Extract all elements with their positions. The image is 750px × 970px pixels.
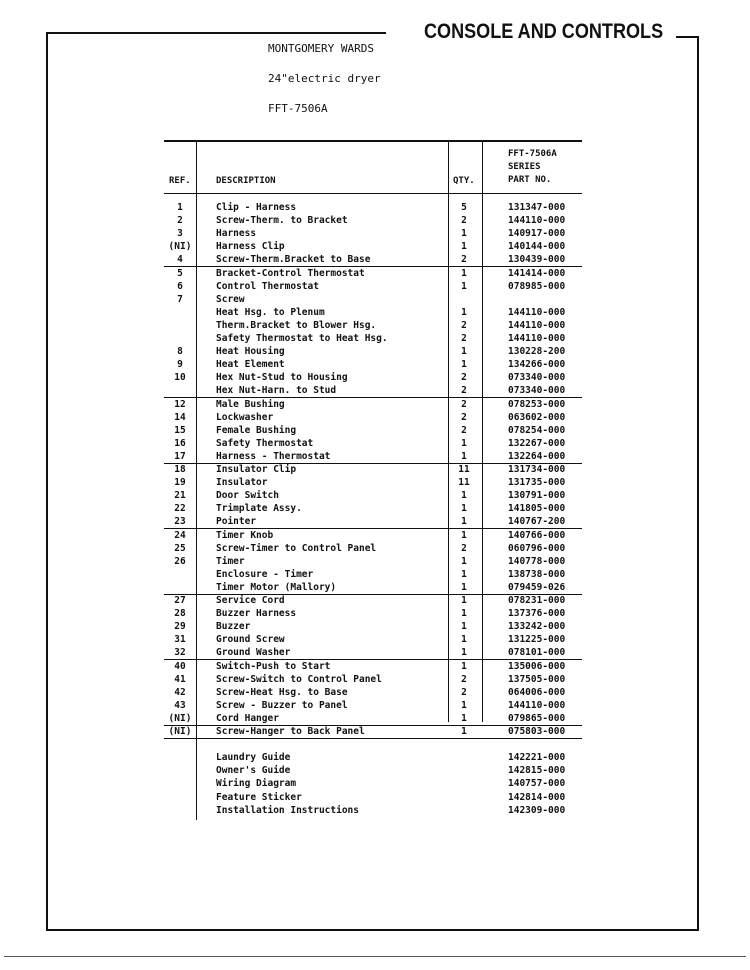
ref-column-header: REF. — [169, 176, 191, 186]
description-cell: Switch-Push to Start — [216, 660, 331, 672]
description-cell: Harness Clip — [216, 241, 285, 253]
table-row — [164, 463, 582, 476]
part-number-cell: 142814-000 — [508, 791, 566, 803]
ref-cell: 27 — [174, 595, 186, 606]
description-cell: Cord Hanger — [216, 712, 279, 724]
table-row — [164, 489, 582, 502]
part-number-cell: 133242-000 — [508, 621, 566, 633]
table-row — [164, 594, 582, 607]
ref-cell: 9 — [177, 359, 183, 371]
part-number-cell: 064006-000 — [508, 686, 566, 698]
table-row — [164, 345, 582, 358]
page-bottom-rule — [4, 956, 746, 957]
table-row — [164, 437, 582, 450]
description-cell: Safety Thermostat — [216, 437, 314, 449]
part-number-cell: 140757-000 — [508, 778, 566, 790]
part-number-cell: 073340-000 — [508, 385, 566, 397]
part-number-cell: 130791-000 — [508, 490, 566, 502]
part-number-cell: 142221-000 — [508, 752, 566, 764]
table-row — [164, 450, 582, 464]
part-number-cell: 144110-000 — [508, 333, 566, 344]
table-row — [164, 673, 582, 686]
ref-cell: 43 — [174, 699, 186, 711]
part-number-cell: 144110-000 — [508, 306, 566, 318]
qty-cell: 2 — [461, 686, 467, 698]
description-cell: Screw — [216, 293, 245, 305]
model-number: FFT-7506A — [268, 102, 328, 115]
description-cell: Screw-Hanger to Back Panel — [216, 726, 365, 737]
qty-cell: 2 — [461, 398, 467, 410]
part-number-cell: 073340-000 — [508, 372, 566, 384]
description-cell: Laundry Guide — [216, 752, 291, 764]
table-row — [164, 384, 582, 398]
description-cell: Wiring Diagram — [216, 778, 297, 790]
qty-cell: 1 — [461, 647, 467, 659]
qty-cell: 1 — [461, 346, 467, 358]
part-number-cell: 144110-000 — [508, 215, 566, 227]
table-row — [164, 280, 582, 293]
ref-cell: 40 — [174, 660, 186, 672]
ref-cell: 21 — [174, 490, 186, 502]
qty-cell: 2 — [461, 254, 467, 266]
part-number-cell: 078101-000 — [508, 647, 566, 659]
ref-cell: 12 — [174, 398, 186, 410]
table-row — [164, 777, 582, 790]
description-cell: Screw-Heat Hsg. to Base — [216, 686, 348, 698]
table-row — [164, 751, 582, 764]
table-row — [164, 358, 582, 371]
table-row — [164, 791, 582, 804]
table-row — [164, 267, 582, 280]
description-cell: Owner's Guide — [216, 765, 291, 777]
qty-cell: 1 — [461, 437, 467, 449]
qty-cell: 2 — [461, 215, 467, 227]
qty-cell: 11 — [458, 464, 470, 475]
ref-cell: (NI) — [168, 726, 192, 737]
part-number-cell: 138738-000 — [508, 568, 566, 580]
description-cell: Feature Sticker — [216, 791, 302, 803]
table-row — [164, 502, 582, 515]
table-row — [164, 725, 582, 739]
table-row — [164, 476, 582, 489]
description-cell: Harness — [216, 228, 257, 240]
part-number-cell: 140778-000 — [508, 555, 566, 567]
ref-cell: 4 — [177, 254, 183, 266]
table-row — [164, 607, 582, 620]
qty-cell: 1 — [461, 241, 467, 253]
qty-cell: 1 — [461, 450, 467, 462]
table-row — [164, 620, 582, 633]
qty-cell: 1 — [461, 503, 467, 515]
table-row — [164, 529, 582, 542]
qty-cell: 1 — [461, 608, 467, 620]
ref-cell: 18 — [174, 464, 186, 475]
ref-cell: 1 — [177, 202, 183, 213]
qty-cell: 11 — [458, 477, 470, 489]
part-number-cell: 141414-000 — [508, 267, 566, 279]
description-cell: Ground Screw — [216, 634, 285, 646]
frame-top-border — [46, 32, 386, 34]
qty-cell: 1 — [461, 712, 467, 724]
table-row — [164, 227, 582, 240]
description-cell: Enclosure - Timer — [216, 568, 314, 580]
description-cell: Ground Washer — [216, 647, 291, 659]
table-row — [164, 804, 582, 817]
description-cell: Therm.Bracket to Blower Hsg. — [216, 319, 377, 331]
part-number-cell: 140917-000 — [508, 228, 566, 240]
ref-cell: (NI) — [168, 241, 192, 253]
qty-cell: 1 — [461, 621, 467, 633]
table-row — [164, 214, 582, 227]
qty-cell: 1 — [461, 595, 467, 606]
part-number-cell: 075803-000 — [508, 726, 566, 737]
parts-table — [164, 140, 582, 820]
description-cell: Bracket-Control Thermostat — [216, 267, 365, 279]
part-column-header — [508, 148, 557, 187]
ref-cell: 28 — [174, 608, 186, 620]
table-row — [164, 240, 582, 253]
description-cell: Timer Motor (Mallory) — [216, 581, 337, 593]
part-number-cell: 137505-000 — [508, 673, 566, 685]
frame-bottom-border — [46, 929, 699, 931]
qty-column-header: QTY. — [453, 176, 475, 186]
ref-cell: 3 — [177, 228, 183, 240]
description-cell: Hex Nut-Stud to Housing — [216, 372, 348, 384]
qty-cell: 1 — [461, 568, 467, 580]
part-number-cell: 134266-000 — [508, 359, 566, 371]
part-number-cell: 078231-000 — [508, 595, 566, 606]
part-number-cell: 140767-200 — [508, 516, 566, 528]
qty-cell: 2 — [461, 372, 467, 384]
ref-cell: 8 — [177, 346, 183, 358]
part-header-line: SERIES — [508, 162, 541, 172]
part-header-line: PART NO. — [508, 175, 552, 185]
description-cell: Safety Thermostat to Heat Hsg. — [216, 333, 388, 344]
table-row — [164, 699, 582, 712]
description-cell: Trimplate Assy. — [216, 503, 302, 515]
description-cell: Screw - Buzzer to Panel — [216, 699, 348, 711]
ref-cell: 22 — [174, 503, 186, 515]
part-number-cell: 131225-000 — [508, 634, 566, 646]
ref-cell: 14 — [174, 411, 186, 423]
description-cell: Pointer — [216, 516, 257, 528]
part-number-cell: 131347-000 — [508, 202, 566, 213]
description-cell: Timer — [216, 555, 245, 567]
part-number-cell: 140766-000 — [508, 529, 566, 541]
table-row — [164, 646, 582, 660]
qty-cell: 1 — [461, 581, 467, 593]
part-number-cell: 142309-000 — [508, 804, 566, 816]
qty-cell: 1 — [461, 228, 467, 240]
ref-cell: 2 — [177, 215, 183, 227]
part-number-cell: 137376-000 — [508, 608, 566, 620]
description-cell: Screw-Therm.Bracket to Base — [216, 254, 371, 266]
description-cell: Buzzer Harness — [216, 608, 297, 620]
frame-top-border-right — [676, 36, 698, 38]
table-row — [164, 398, 582, 411]
part-header-line: FFT-7506A — [508, 149, 557, 159]
ref-cell: 29 — [174, 621, 186, 633]
table-row — [164, 515, 582, 529]
part-number-cell: 079459-026 — [508, 581, 566, 593]
part-number-cell: 132264-000 — [508, 450, 566, 462]
part-number-cell: 131734-000 — [508, 464, 566, 475]
description-cell: Harness - Thermostat — [216, 450, 331, 462]
ref-cell: 42 — [174, 686, 186, 698]
ref-cell: 26 — [174, 555, 186, 567]
table-row — [164, 371, 582, 384]
qty-cell: 5 — [461, 202, 467, 213]
description-cell: Hex Nut-Harn. to Stud — [216, 385, 337, 397]
table-row — [164, 738, 582, 751]
ref-cell: 5 — [177, 267, 183, 279]
qty-cell: 1 — [461, 490, 467, 502]
part-number-cell: 132267-000 — [508, 437, 566, 449]
ref-cell: 32 — [174, 647, 186, 659]
ref-cell: 31 — [174, 634, 186, 646]
description-cell: Heat Hsg. to Plenum — [216, 306, 325, 318]
qty-cell: 2 — [461, 542, 467, 554]
qty-cell: 1 — [461, 699, 467, 711]
part-number-cell: 131735-000 — [508, 477, 566, 489]
part-number-cell: 130439-000 — [508, 254, 566, 266]
part-number-cell: 078985-000 — [508, 280, 566, 292]
table-row — [164, 764, 582, 777]
table-header-rule — [164, 193, 582, 194]
qty-cell: 1 — [461, 529, 467, 541]
qty-cell: 1 — [461, 660, 467, 672]
qty-cell: 1 — [461, 726, 467, 737]
table-row — [164, 542, 582, 555]
description-cell: Insulator — [216, 477, 268, 489]
table-row — [164, 555, 582, 568]
part-number-cell: 060796-000 — [508, 542, 566, 554]
table-row — [164, 319, 582, 332]
ref-cell: 16 — [174, 437, 186, 449]
part-number-cell: 141805-000 — [508, 503, 566, 515]
description-cell: Screw-Timer to Control Panel — [216, 542, 377, 554]
part-number-cell: 078253-000 — [508, 398, 566, 410]
ref-cell: 19 — [174, 477, 186, 489]
qty-cell: 1 — [461, 359, 467, 371]
table-row — [164, 633, 582, 646]
description-cell: Insulator Clip — [216, 464, 297, 475]
part-number-cell: 144110-000 — [508, 699, 566, 711]
table-row — [164, 686, 582, 699]
qty-cell: 2 — [461, 673, 467, 685]
description-cell: Heat Element — [216, 359, 285, 371]
ref-cell: 15 — [174, 424, 186, 436]
qty-cell: 2 — [461, 411, 467, 423]
ref-cell: 6 — [177, 280, 183, 292]
qty-cell: 1 — [461, 634, 467, 646]
qty-cell: 1 — [461, 267, 467, 279]
description-cell: Control Thermostat — [216, 280, 319, 292]
qty-cell: 2 — [461, 319, 467, 331]
part-number-cell: 130228-200 — [508, 346, 566, 358]
table-row — [164, 253, 582, 267]
table-row — [164, 332, 582, 345]
ref-cell: 7 — [177, 293, 183, 305]
ref-cell: 24 — [174, 529, 186, 541]
qty-cell: 1 — [461, 516, 467, 528]
description-cell: Female Bushing — [216, 424, 297, 436]
description-cell: Buzzer — [216, 621, 251, 633]
description-cell: Male Bushing — [216, 398, 285, 410]
table-row — [164, 712, 582, 726]
description-cell: Screw-Therm. to Bracket — [216, 215, 348, 227]
description-cell: Installation Instructions — [216, 804, 359, 816]
ref-cell: 10 — [174, 372, 186, 384]
description-cell: Heat Housing — [216, 346, 285, 358]
description-column-header: DESCRIPTION — [216, 176, 276, 186]
ref-cell: 41 — [174, 673, 186, 685]
qty-cell: 2 — [461, 385, 467, 397]
ref-cell: (NI) — [168, 712, 192, 724]
table-row — [164, 293, 582, 306]
description-cell: Clip - Harness — [216, 202, 297, 213]
qty-cell: 1 — [461, 280, 467, 292]
qty-cell: 2 — [461, 333, 467, 344]
description-cell: Lockwasher — [216, 411, 274, 423]
frame-left-border — [46, 32, 48, 930]
description-cell: Screw-Switch to Control Panel — [216, 673, 382, 685]
ref-cell: 25 — [174, 542, 186, 554]
qty-cell: 2 — [461, 424, 467, 436]
part-number-cell: 142815-000 — [508, 765, 566, 777]
part-number-cell: 063602-000 — [508, 411, 566, 423]
table-row — [164, 581, 582, 595]
part-number-cell: 140144-000 — [508, 241, 566, 253]
brand-name: MONTGOMERY WARDS — [268, 42, 374, 55]
qty-cell: 1 — [461, 306, 467, 318]
qty-cell: 1 — [461, 555, 467, 567]
ref-cell: 17 — [174, 450, 186, 462]
part-number-cell: 079865-000 — [508, 712, 566, 724]
section-title: CONSOLE AND CONTROLS — [424, 20, 664, 43]
table-top-rule — [164, 140, 582, 142]
table-row — [164, 201, 582, 214]
table-row — [164, 568, 582, 581]
table-row — [164, 306, 582, 319]
description-cell: Timer Knob — [216, 529, 274, 541]
part-number-cell: 144110-000 — [508, 319, 566, 331]
table-row — [164, 424, 582, 437]
part-number-cell: 135006-000 — [508, 660, 566, 672]
frame-right-border — [697, 36, 699, 930]
table-row — [164, 660, 582, 673]
ref-cell: 23 — [174, 516, 186, 528]
product-name: 24"electric dryer — [268, 72, 381, 85]
part-number-cell: 078254-000 — [508, 424, 566, 436]
description-cell: Service Cord — [216, 595, 285, 606]
description-cell: Door Switch — [216, 490, 279, 502]
table-row — [164, 411, 582, 424]
